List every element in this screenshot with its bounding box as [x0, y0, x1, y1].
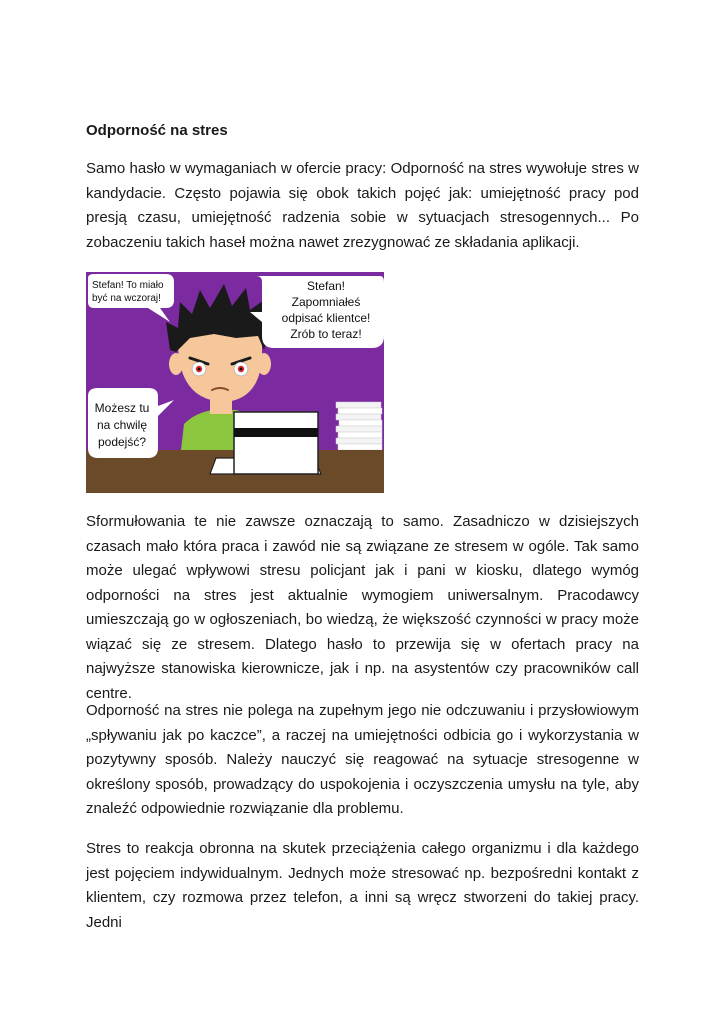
paragraph-intro: Samo hasło w wymaganiach w ofercie pracy: Odporność na stres wywołuje stres w kandydacie. Często pojawia się obok takich pojęć jak: umiejętność pracy pod presją czasu, umiejętność radzenia sobie w sytuacjach stresogennych... Po zobaczeniu takich haseł można nawet zrezygnować ze składania aplikacji. — [86, 160, 639, 251]
paragraph-resilience: Odporność na stres nie polega na zupełnym jego nie odczuwaniu i przysłowiowym „spływaniu jak po kaczce”, a raczej na umiejętności odbicia go i wykorzystania w pozytywny sposób. Należy nauczyć się reagować na sytuacje stresogenne w określony sposób, prowadzący do uspokojenia i oczyszczenia umysłu na tyle, aby znaleźć odpowiednie rozwiązanie dla problemu. — [86, 702, 639, 817]
bubble-3-line-3: podejść? — [97, 435, 147, 449]
paper-stack-icon — [336, 402, 382, 450]
bubble-1-line-2: być na wczoraj! — [92, 293, 161, 304]
page-title: Odporność na stres — [86, 122, 228, 139]
stress-illustration — [86, 272, 384, 493]
speech-bubble-top-right — [250, 276, 384, 348]
bubble-2-line-1: Stefan! — [306, 279, 346, 293]
bubble-3-line-2: na chwilę — [96, 418, 148, 432]
paragraph-stress-reaction: Stres to reakcja obronna na skutek przeciążenia całego organizmu i dla każdego jest pojęciem indywidualnym. Jednych może stresować np. bezpośredni kontakt z klientem, czy rozmowa przez telefon, a inni są wręcz stworzeni do takiej pracy. Jedni — [86, 840, 639, 931]
paragraph-formulations: Sformułowania te nie zawsze oznaczają to samo. Zasadniczo w dzisiejszych czasach mało która praca i zawód nie są związane ze stresem w ogóle. Tak samo może ulegać wpływowi stresu policjant jak i pani w kiosku, dlatego wymóg odporności na stres jest aktualnie wymogiem uniwersalnym. Pracodawcy umieszczają go w ogłoszeniach, bo wiedzą, że większość czynności w pracy może wiązać się ze stresem. Dlatego hasło to przewija się w ofertach pracy na najwyższe stanowiska kierownicze, jak i np. na asystentów czy pracowników call centre. — [86, 513, 639, 702]
bubble-2-line-2: Zapomniałeś — [291, 295, 361, 309]
bubble-1-line-1: Stefan! To miało — [92, 280, 164, 291]
bubble-2-line-3: odpisać klientce! — [281, 311, 371, 325]
bubble-3-line-1: Możesz tu — [94, 401, 150, 415]
bubble-2-line-4: Zrób to teraz! — [290, 327, 362, 341]
